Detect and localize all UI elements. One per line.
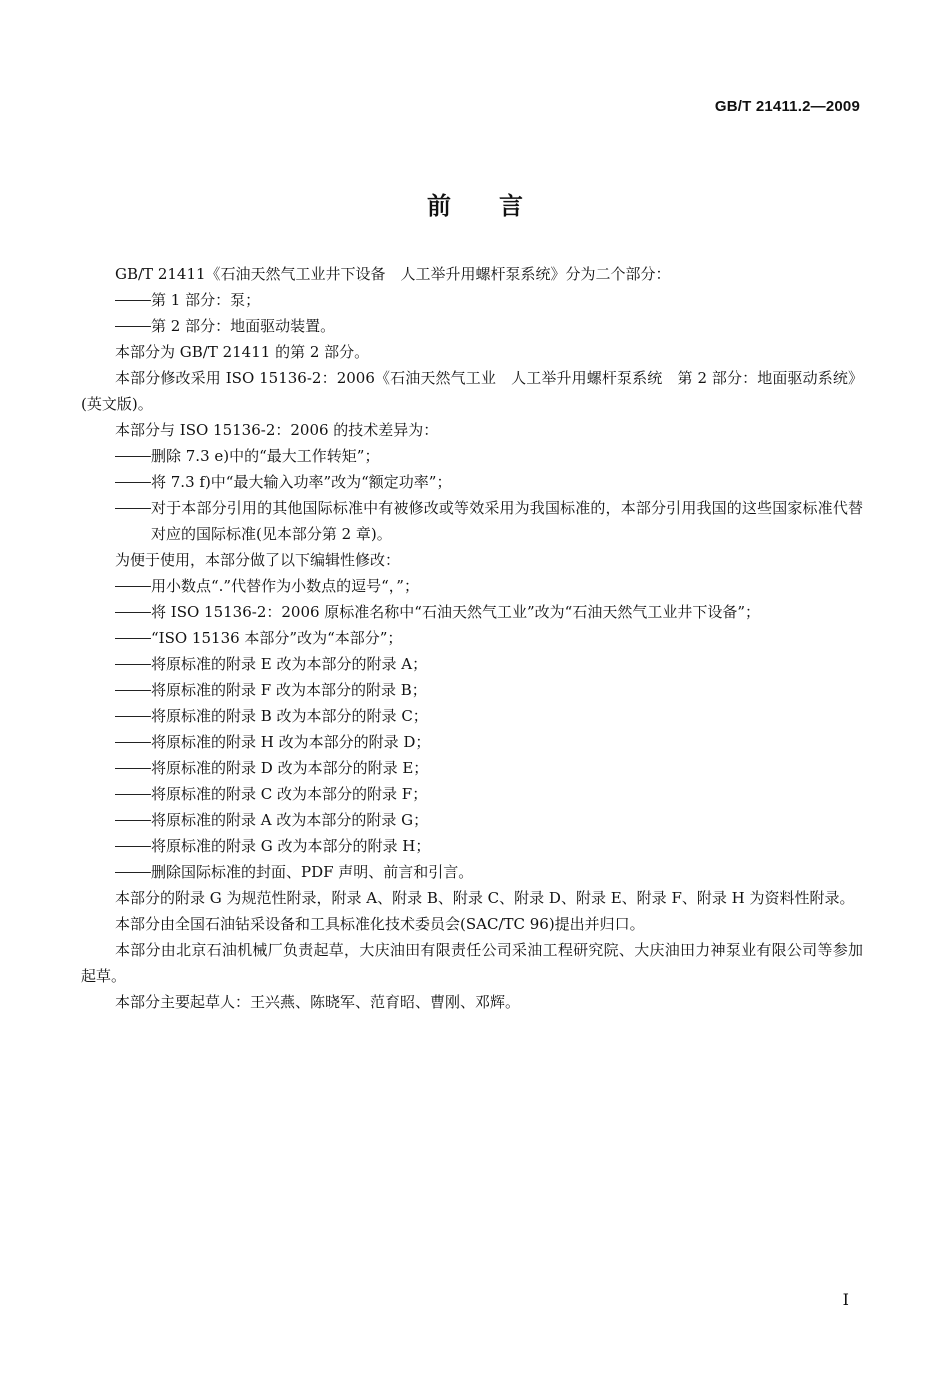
paragraph-annexes: 本部分的附录 G 为规范性附录，附录 A、附录 B、附录 C、附录 D、附录 E、附录 F、附录 H 为资料性附录。 — [115, 889, 855, 907]
list-item-text: 将 7.3 f)中“最大输入功率”改为“额定功率”； — [151, 473, 452, 491]
list-item — [81, 755, 863, 781]
dash-mark — [115, 768, 151, 769]
list-item-text: 将原标准的附录 B 改为本部分的附录 C； — [151, 707, 428, 725]
dash-mark — [115, 612, 151, 613]
title-char-1: 前 — [427, 192, 451, 220]
list-item — [81, 703, 863, 729]
list-item — [81, 625, 863, 651]
dash-mark — [115, 456, 151, 457]
list-item — [81, 313, 863, 339]
paragraph-drafters: 本部分主要起草人：王兴燕、陈晓军、范育昭、曹刚、邓辉。 — [115, 993, 521, 1011]
list-item — [81, 677, 863, 703]
dash-mark — [115, 508, 151, 509]
paragraph-adoption: 本部分修改采用 ISO 15136-2：2006《石油天然气工业 人工举升用螺杆泵系统 第 2 部分：地面驱动系统》(英文版)。 — [81, 369, 863, 413]
list-item — [81, 599, 863, 625]
paragraph-part-number: 本部分为 GB/T 21411 的第 2 部分。 — [115, 343, 370, 361]
dash-mark — [115, 586, 151, 587]
list-item — [81, 469, 863, 495]
list-item-text: 将原标准的附录 E 改为本部分的附录 A； — [151, 655, 428, 673]
list-item-text: 删除国际标准的封面、PDF 声明、前言和引言。 — [151, 863, 474, 881]
list-item-text: 将原标准的附录 H 改为本部分的附录 D； — [151, 733, 431, 751]
list-item — [81, 807, 863, 833]
paragraph-differences-intro: 本部分与 ISO 15136-2：2006 的技术差异为： — [115, 421, 439, 439]
dash-mark — [115, 690, 151, 691]
list-item-text: 第 1 部分：泵； — [151, 291, 261, 309]
list-item — [81, 443, 863, 469]
title-char-2: 言 — [499, 192, 523, 220]
dash-mark — [115, 326, 151, 327]
list-item — [81, 833, 863, 859]
list-item — [81, 287, 863, 313]
page-number: I — [842, 1290, 849, 1309]
dash-mark — [115, 846, 151, 847]
dash-mark — [115, 482, 151, 483]
dash-mark — [115, 742, 151, 743]
foreword-body — [81, 261, 863, 1015]
dash-mark — [115, 664, 151, 665]
list-item-text: 将原标准的附录 C 改为本部分的附录 F； — [151, 785, 428, 803]
list-item-text: 第 2 部分：地面驱动装置。 — [151, 317, 336, 335]
page-title — [0, 186, 950, 221]
paragraph-drafting-units: 本部分由北京石油机械厂负责起草，大庆油田有限责任公司采油工程研究院、大庆油田力神泵业有限公司等参加起草。 — [81, 941, 863, 985]
dash-mark — [115, 794, 151, 795]
paragraph-edits-intro: 为便于使用，本部分做了以下编辑性修改： — [115, 551, 401, 569]
list-item-text: 将 ISO 15136-2：2006 原标准名称中“石油天然气工业”改为“石油天然气工业井下设备”； — [151, 603, 760, 621]
list-item — [81, 573, 863, 599]
dash-mark — [115, 716, 151, 717]
dash-mark — [115, 300, 151, 301]
list-item-text: 将原标准的附录 A 改为本部分的附录 G； — [151, 811, 429, 829]
list-item-text: 删除 7.3 e)中的“最大工作转矩”； — [151, 447, 380, 465]
list-item-text: 用小数点“.”代替作为小数点的逗号“，”； — [151, 577, 419, 595]
standard-code: GB/T 21411.2—2009 — [714, 98, 860, 115]
list-item — [81, 859, 863, 885]
list-item-text: 将原标准的附录 G 改为本部分的附录 H； — [151, 837, 431, 855]
dash-mark — [115, 820, 151, 821]
paragraph-structure: GB/T 21411《石油天然气工业井下设备 人工举升用螺杆泵系统》分为二个部分： — [115, 265, 671, 283]
list-item — [81, 781, 863, 807]
list-item-text: “ISO 15136 本部分”改为“本部分”； — [151, 629, 403, 647]
list-item — [81, 651, 863, 677]
list-item — [81, 495, 863, 547]
dash-mark — [115, 872, 151, 873]
list-item — [81, 729, 863, 755]
list-item-text: 将原标准的附录 F 改为本部分的附录 B； — [151, 681, 427, 699]
list-item-text: 将原标准的附录 D 改为本部分的附录 E； — [151, 759, 429, 777]
paragraph-proposer: 本部分由全国石油钻采设备和工具标准化技术委员会(SAC/TC 96)提出并归口。 — [115, 915, 645, 933]
dash-mark — [115, 638, 151, 639]
list-item-text: 对于本部分引用的其他国际标准中有被修改或等效采用为我国标准的，本部分引用我国的这些国家标准代替对应的国际标准(见本部分第 2 章)。 — [151, 499, 863, 543]
